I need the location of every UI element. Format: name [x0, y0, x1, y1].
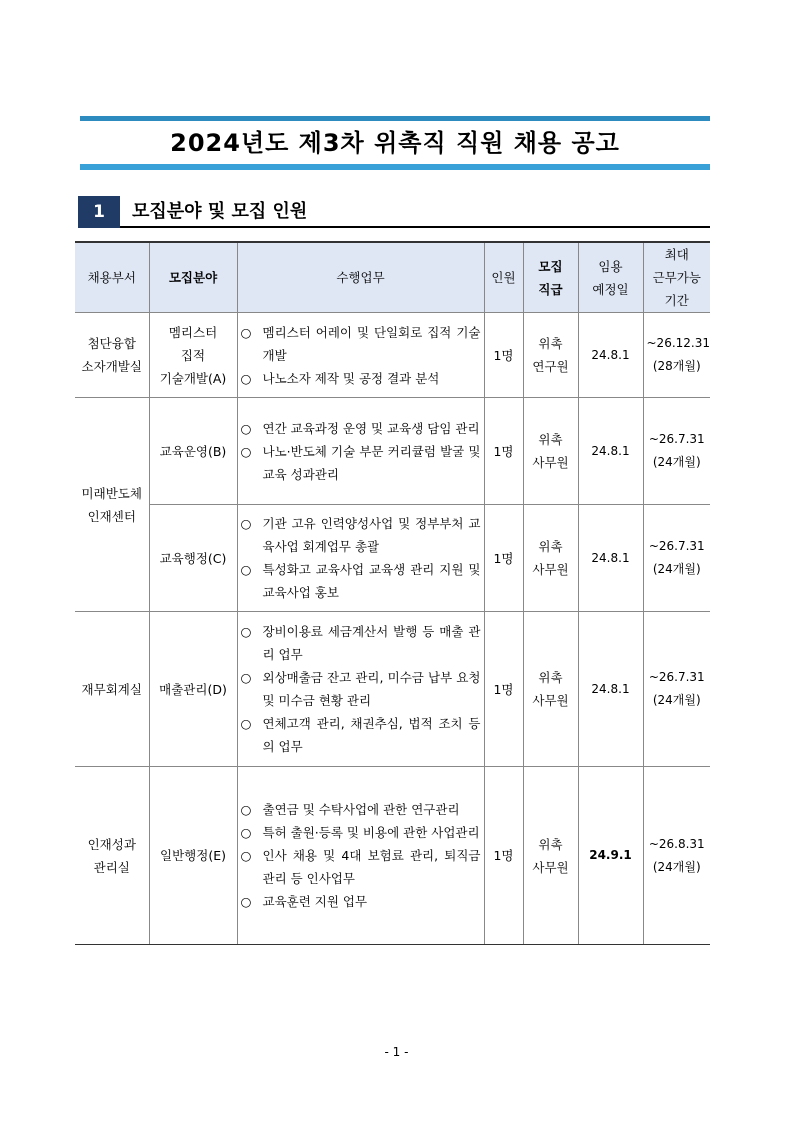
count-cell: 1명 [484, 767, 523, 945]
header-field: 모집분야 [149, 242, 237, 313]
count-cell: 1명 [484, 313, 523, 398]
table-row [75, 767, 710, 945]
dept-cell: 인재성과 관리실 [75, 767, 149, 945]
duty-item: ○ 인사 채용 및 4대 보험료 관리, 퇴직금 관리 등 인사업무 [241, 844, 481, 890]
header-term: 최대 근무가능 기간 [643, 242, 710, 313]
duties-cell [237, 505, 484, 612]
duty-item: ○ 멤리스터 어레이 및 단일회로 집적 기술 개발 [241, 321, 481, 367]
duties-cell [237, 398, 484, 505]
title-band [80, 116, 710, 170]
field-cell: 매출관리(D) [149, 612, 237, 767]
header-count: 인원 [484, 242, 523, 313]
term-cell: ~26.12.31 (28개월) [643, 313, 710, 398]
term-cell: ~26.8.31 (24개월) [643, 767, 710, 945]
duty-item: ○ 외상매출금 잔고 관리, 미수금 납부 요청 및 미수금 현황 관리 [241, 666, 481, 712]
rank-cell: 위촉 사무원 [523, 612, 578, 767]
count-cell: 1명 [484, 505, 523, 612]
duty-item: ○ 연간 교육과정 운영 및 교육생 담임 관리 [241, 417, 481, 440]
field-cell: 교육행정(C) [149, 505, 237, 612]
table-row [75, 313, 710, 398]
start-date-cell: 24.8.1 [578, 612, 643, 767]
header-start-date: 임용 예정일 [578, 242, 643, 313]
term-cell: ~26.7.31 (24개월) [643, 612, 710, 767]
duty-item: ○ 특허 출원·등록 및 비용에 관한 사업관리 [241, 821, 481, 844]
duty-item: ○ 나노소자 제작 및 공정 결과 분석 [241, 367, 481, 390]
duty-item: ○ 장비이용료 세금계산서 발행 등 매출 관리 업무 [241, 620, 481, 666]
section-heading [78, 196, 710, 228]
table-row [75, 505, 710, 612]
duties-cell [237, 612, 484, 767]
header-dept: 채용부서 [75, 242, 149, 313]
start-date-cell: 24.8.1 [578, 313, 643, 398]
duty-item: ○ 출연금 및 수탁사업에 관한 연구관리 [241, 798, 481, 821]
dept-cell: 미래반도체 인재센터 [75, 398, 149, 612]
title-bottom-bar [80, 164, 710, 170]
duty-item: ○ 연체고객 관리, 채권추심, 법적 조치 등의 업무 [241, 712, 481, 758]
start-date-cell: 24.8.1 [578, 505, 643, 612]
term-cell: ~26.7.31 (24개월) [643, 505, 710, 612]
table-header-row [75, 242, 710, 313]
table-row [75, 612, 710, 767]
rank-cell: 위촉 사무원 [523, 767, 578, 945]
table-row [75, 398, 710, 505]
title-top-bar [80, 116, 710, 121]
section-number-badge: 1 [78, 196, 120, 228]
duties-cell [237, 313, 484, 398]
field-cell: 멤리스터 집적 기술개발(A) [149, 313, 237, 398]
recruitment-table [75, 241, 710, 945]
term-cell: ~26.7.31 (24개월) [643, 398, 710, 505]
rank-cell: 위촉 사무원 [523, 398, 578, 505]
duties-cell [237, 767, 484, 945]
count-cell: 1명 [484, 612, 523, 767]
duty-item: ○ 특성화고 교육사업 교육생 관리 지원 및 교육사업 홍보 [241, 558, 481, 604]
dept-cell: 재무회계실 [75, 612, 149, 767]
section-label: 모집분야 및 모집 인원 [132, 201, 308, 222]
start-date-cell: 24.9.1 [578, 767, 643, 945]
rank-cell: 위촉 연구원 [523, 313, 578, 398]
start-date-cell: 24.8.1 [578, 398, 643, 505]
field-cell: 교육운영(B) [149, 398, 237, 505]
count-cell: 1명 [484, 398, 523, 505]
page-number: - 1 - [384, 1045, 409, 1059]
rank-cell: 위촉 사무원 [523, 505, 578, 612]
dept-cell: 첨단융합 소자개발실 [75, 313, 149, 398]
duty-item: ○ 나노·반도체 기술 부문 커리큘럼 발굴 및 교육 성과관리 [241, 440, 481, 486]
header-rank: 모집 직급 [523, 242, 578, 313]
document-title: 2024년도 제3차 위촉직 직원 채용 공고 [170, 129, 620, 157]
header-duties: 수행업무 [237, 242, 484, 313]
field-cell: 일반행정(E) [149, 767, 237, 945]
duty-item: ○ 교육훈련 지원 업무 [241, 890, 481, 913]
section-underline [120, 226, 710, 228]
duty-item: ○ 기관 고유 인력양성사업 및 정부부처 교육사업 회계업무 총괄 [241, 512, 481, 558]
